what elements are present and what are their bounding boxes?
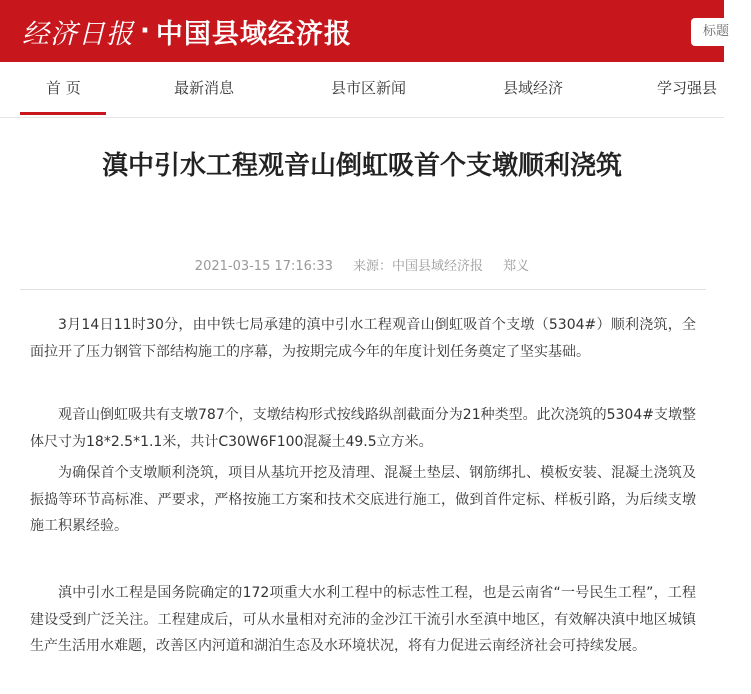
- nav-active-indicator: [20, 112, 106, 115]
- site-logo[interactable]: [22, 12, 352, 50]
- logo-separator: ·: [140, 16, 150, 46]
- article-paragraph: 观音山倒虹吸共有支墩787个，支墩结构形式按线路纵剖截面分为21种类型。此次浇筑的5304#支墩整体尺寸为18*2.5*1.1米，共计C30W6F100混凝土49.5立方米。: [30, 407, 696, 450]
- nav-item-study[interactable]: 学习强县: [657, 79, 718, 97]
- search-input[interactable]: 标题: [691, 18, 751, 46]
- article-title: 滇中引水工程观音山倒虹吸首个支墩顺利浇筑: [101, 151, 622, 181]
- logo-script-text: 经济日报: [22, 18, 134, 50]
- site-header: [0, 0, 730, 62]
- nav-item-latest-news[interactable]: 最新消息: [174, 79, 235, 97]
- nav-item-county-news[interactable]: 县市区新闻: [331, 79, 407, 97]
- meta-divider: [20, 289, 706, 290]
- article-source: 来源：中国县域经济报: [353, 259, 484, 274]
- article-paragraph: 为确保首个支墩顺利浇筑，项目从基坑开挖及清理、混凝土垫层、钢筋绑扎、模板安装、混凝土浇筑及振捣等环节高标准、严要求，严格按施工方案和技术交底进行施工，做到首件定标、样板引路，为后续支墩施工积累经验。: [30, 465, 696, 534]
- article-author: 郑义: [503, 259, 530, 274]
- publish-date: 2021-03-15 17:16:33: [194, 259, 333, 274]
- article-meta: [0, 255, 724, 274]
- nav-item-home[interactable]: 首 页: [46, 79, 81, 97]
- logo-name-text: 中国县域经济报: [155, 18, 352, 50]
- article-paragraph: 滇中引水工程是国务院确定的172项重大水利工程中的标志性工程，也是云南省“一号民生工程”，工程建设受到广泛关注。工程建成后，可从水量相对充沛的金沙江干流引水至滇中地区，有效解决滇中地区城镇生产生活用水难题，改善区内河道和湖泊生态及水环境状况，将有力促进云南经济社会可持续发展。: [30, 585, 696, 654]
- main-nav: [0, 62, 724, 118]
- article-paragraph: 3月14日11时30分，由中铁七局承建的滇中引水工程观音山倒虹吸首个支墩（5304#）顺利浇筑，全面拉开了压力钢管下部结构施工的序幕，为按期完成今年的年度计划任务奠定了坚实基础。: [30, 317, 696, 360]
- nav-item-county-economy[interactable]: 县域经济: [503, 79, 564, 97]
